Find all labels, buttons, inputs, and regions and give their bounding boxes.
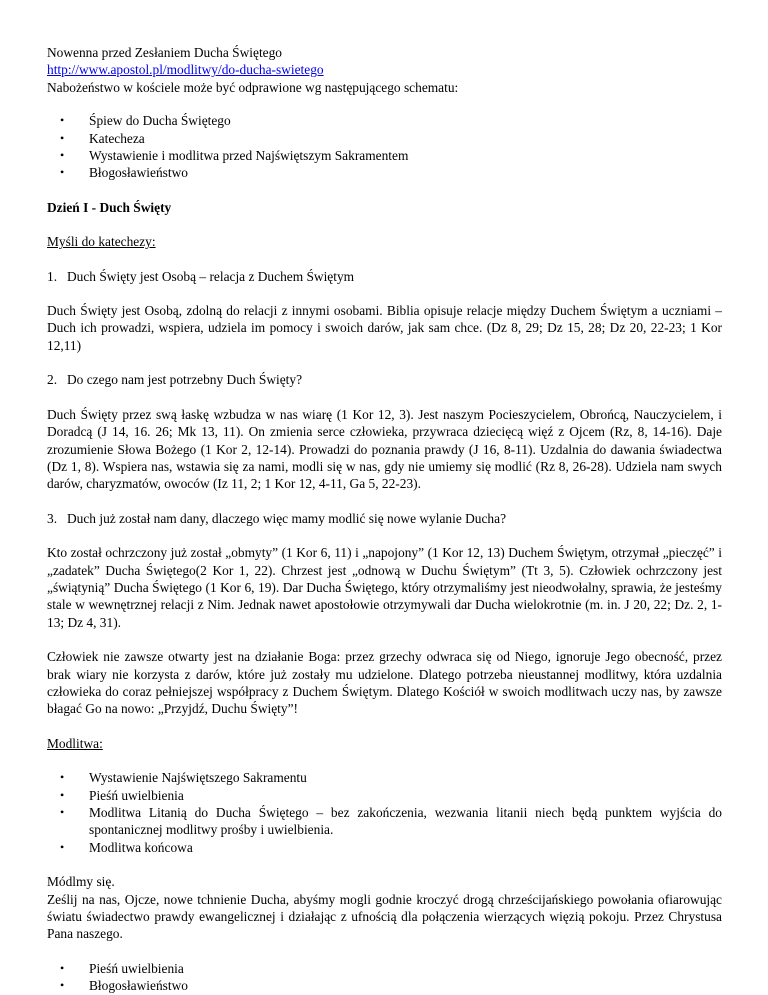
paragraph-4: Człowiek nie zawsze otwarty jest na działanie Boga: przez grzechy odwraca się od Niego, ignoruje Jego obecność, przez brak wiary nie korzysta z darów, które już zostały mu udzielone. Dlatego potrzeba nieustannej modlitwy, która uzdalnia człowieka do coraz pełniejszej współpracy z Duchem Świętym. Dlatego Kościół w swoich modlitwach uczy nas, by zawsze błagać Go na nowo: „Przyjdź, Duchu Święty”! <box>47 649 722 717</box>
paragraph-2: Duch Święty przez swą łaskę wzbudza w nas wiarę (1 Kor 12, 3). Jest naszym Pocieszycielem, Obrońcą, Nauczycielem, i Doradcą (J 14, 16. 26; Mk 13, 11). On zmienia serce człowieka, przywraca dziecięcą więź z Ojcem (Rz, 8, 14-16). Daje zrozumienie Słowa Bożego (1 Kor 2, 12-14). Prowadzi do poznania prawdy (J 16, 8-11). Uzdalnia do dawania świadectwa (Dz 1, 8). Wspiera nas, wstawia się za nami, modli się w nas, gdy nie umiemy się modlić (Rz 8, 26-28). Udziela nam swych darów, charyzmatów, owoców (Iz 11, 2; 1 Kor 12, 4-11, Ga 5, 22-23). <box>47 406 722 492</box>
final-list <box>47 960 722 995</box>
list-item: • Śpiew do Ducha Świętego <box>47 112 722 129</box>
list-item: • Błogosławieństwo <box>47 977 722 994</box>
point-2 <box>47 371 722 388</box>
list-item: • Modlitwa końcowa <box>47 839 722 856</box>
prayer-list <box>47 769 722 856</box>
point-number: 1. <box>47 268 58 284</box>
point-title: Duch już został nam dany, dlaczego więc mamy modlić się nowe wylanie Ducha? <box>67 510 507 526</box>
list-item: • Katecheza <box>47 130 722 147</box>
list-item: • Modlitwa Litanią do Ducha Świętego – bez zakończenia, wezwania litanii niech będą punktem wyjścia do spontanicznej modlitwy prośby i uwielbienia. <box>47 804 722 839</box>
day-heading: Dzień I - Duch Święty <box>47 199 172 215</box>
document-header <box>47 44 722 96</box>
point-number: 3. <box>47 510 58 526</box>
schema-list <box>47 112 722 182</box>
list-item: • Pieśń uwielbienia <box>47 960 722 977</box>
point-title: Duch Święty jest Osobą – relacja z Duchem Świętym <box>67 268 355 284</box>
closing-prayer <box>47 873 722 943</box>
intro-text: Nabożeństwo w kościele może być odprawione wg następującego schematu: <box>47 79 459 95</box>
point-number: 2. <box>47 372 58 388</box>
point-1 <box>47 268 722 285</box>
point-title: Do czego nam jest potrzebny Duch Święty? <box>67 372 303 388</box>
list-item: • Pieśń uwielbienia <box>47 787 722 804</box>
list-item: • Wystawienie Najświętszego Sakramentu <box>47 769 722 786</box>
point-3 <box>47 510 722 527</box>
prayer-heading: Modlitwa: <box>47 735 103 751</box>
closing-text: Ześlij na nas, Ojcze, nowe tchnienie Ducha, abyśmy mogli godnie kroczyć drogą chrześcijańskiego powołania ofiarowując światu świadectwo prawdy ewangelicznej i działając z ufnością dla połączenia wierzących więzią pokoju. Przez Chrystusa Pana naszego. <box>47 891 722 942</box>
list-item: • Wystawienie i modlitwa przed Najświętszym Sakramentem <box>47 147 722 164</box>
paragraph-1: Duch Święty jest Osobą, zdolną do relacji z innymi osobami. Biblia opisuje relacje między Duchem Świętym a uczniami – Duch ich prowadzi, wspiera, udziela im pomocy i swoich darów, jak sam chce. (Dz 8, 29; Dz 15, 28; Dz 20, 22-23; 1 Kor 12,11) <box>47 303 722 353</box>
catechesis-heading: Myśli do katechezy: <box>47 234 156 250</box>
list-item: • Błogosławieństwo <box>47 164 722 181</box>
closing-intro: Módlmy się. <box>47 874 115 890</box>
document-title: Nowenna przed Zesłaniem Ducha Świętego <box>47 45 282 60</box>
source-link[interactable]: http://www.apostol.pl/modlitwy/do-ducha-swietego <box>47 62 324 78</box>
paragraph-3: Kto został ochrzczony już został „obmyty” (1 Kor 6, 11) i „napojony” (1 Kor 12, 13) Duchem Świętym, otrzymał „pieczęć” i „zadatek” Ducha Świętego(2 Kor 1, 22). Chrzest jest „odnową w Duchu Świętym” (Tt 3, 5). Człowiek ochrzczony jest „świątynią” Ducha Świętego (1 Kor 6, 19). Dar Ducha Świętego, który otrzymaliśmy jest nieodwołalny, sprawia, że jesteśmy stale w wewnętrznej relacji z Nim. Jednak nawet apostołowie otrzymywali dar Ducha wielokrotnie (m. in. J 20, 22; Dz. 2, 1-13; Dz 4, 31). <box>47 545 722 630</box>
